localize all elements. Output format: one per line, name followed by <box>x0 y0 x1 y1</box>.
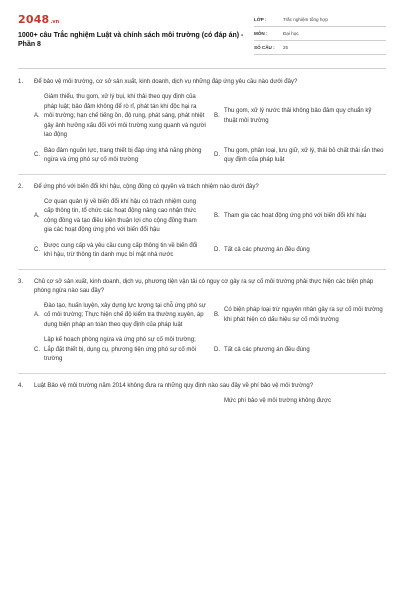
question-text: Để ứng phó với biến đổi khí hậu, cộng đồng có quyền và trách nhiệm nào dưới đây? <box>34 183 259 190</box>
question-divider <box>18 269 386 270</box>
option-letter: B. <box>214 113 220 119</box>
options <box>34 397 386 407</box>
option-d[interactable] <box>214 336 384 365</box>
question-3 <box>18 278 386 365</box>
option-text: Giảm thiểu, thu gom, xử lý bụi, khí thải theo quy định của pháp luật; bảo đảm không để rò rỉ, phát tán khí độc hại ra môi trường; hạn chế tiếng ồn, độ rung, phát sáng, phát nhiệt gây ảnh hưởng xấu đối với môi trường xung quanh và người lao động <box>44 94 206 138</box>
option-a[interactable] <box>34 198 206 236</box>
option-letter: A. <box>34 312 40 318</box>
option-text: Thu gom, phân loại, lưu giữ, xử lý, thải bỏ chất thải rắn theo quy định của pháp luật <box>224 147 384 163</box>
option-b[interactable] <box>214 397 384 407</box>
question-number: 4. <box>18 382 24 389</box>
option-c[interactable] <box>34 242 206 261</box>
option-text: Tất cả các phương án đều đúng <box>224 346 310 353</box>
meta-value: Đại học <box>283 31 299 36</box>
document-meta <box>254 13 386 55</box>
option-text: Thu gom, xử lý nước thải không bảo đảm quy chuẩn kỹ thuật môi trường <box>224 108 372 124</box>
meta-value: Trắc nghiệm tổng hợp <box>283 17 328 22</box>
header-divider <box>18 68 386 69</box>
question-text: Để bảo vệ môi trường, cơ sở sản xuất, kinh doanh, dịch vụ những đáp ứng yêu cầu nào dưới đây? <box>34 79 298 85</box>
option-text: Cơ quan quản lý về biến đổi khí hậu có trách nhiệm cung cấp thông tin, tổ chức các hoạt động nâng cao nhận thức cộng đồng và tạo điều kiện thuận lợi cho cộng đồng tham gia các hoạt động ứng phó với biến đổi hậu <box>44 198 197 233</box>
option-a[interactable] <box>34 397 206 407</box>
option-d[interactable] <box>214 242 384 261</box>
meta-value: 25 <box>283 45 289 50</box>
logo-text: 2048 <box>18 13 50 26</box>
option-letter: B. <box>214 312 220 318</box>
meta-row-count <box>254 41 386 55</box>
meta-row-class <box>254 13 386 27</box>
option-a[interactable] <box>34 302 206 331</box>
option-letter: C. <box>34 152 40 159</box>
option-letter: C. <box>34 346 40 353</box>
option-text: Mức phí bảo vệ môi trường không được <box>224 397 331 404</box>
option-text: Đào tạo, huấn luyện, xây dựng lực lượng tại chỗ ứng phó sự cố môi trường; Thực hiện chế độ kiểm tra thường xuyên, áp dụng biện pháp an toàn theo quy định của pháp luật <box>44 302 206 328</box>
option-a[interactable] <box>34 93 206 141</box>
option-letter: D. <box>214 247 220 254</box>
question-1 <box>18 78 386 166</box>
meta-key: SỐ CÂU : <box>254 45 275 50</box>
option-text: Được cung cấp và yêu cầu cung cấp thông tin về biến đổi khí hậu, trừ thông tin danh mục bí mật nhà nước <box>44 242 198 258</box>
option-letter: A. <box>34 113 40 119</box>
options <box>34 93 386 166</box>
question-list <box>18 78 386 406</box>
document-header <box>0 0 400 62</box>
option-letter: A. <box>34 212 40 219</box>
option-text: Bảo đảm nguồn lực, trang thiết bị đáp ứng khả năng phòng ngừa và ứng phó sự cố môi trường <box>44 147 202 163</box>
option-b[interactable] <box>214 198 384 236</box>
question-divider <box>18 174 386 175</box>
option-letter: D. <box>214 346 220 353</box>
option-c[interactable] <box>34 147 206 166</box>
question-number: 2. <box>18 183 24 190</box>
option-letter: B. <box>214 212 220 219</box>
option-b[interactable] <box>214 302 384 331</box>
options <box>34 302 386 365</box>
logo-suffix: .vn <box>50 19 60 25</box>
question-number: 1. <box>18 79 24 85</box>
site-logo[interactable] <box>18 13 59 26</box>
meta-row-subject <box>254 27 386 41</box>
options <box>34 198 386 261</box>
question-4 <box>18 382 386 407</box>
question-divider <box>18 373 386 374</box>
question-number: 3. <box>18 278 24 285</box>
option-text: Tham gia các hoạt động ứng phó với biến đổi khí hậu <box>224 212 367 219</box>
document-title: 1000+ câu Trắc nghiệm Luật và chính sách môi trường (có đáp án) - Phần 8 <box>18 32 244 48</box>
option-d[interactable] <box>214 147 384 166</box>
option-letter: C. <box>34 247 40 254</box>
question-text: Chủ cơ sở sản xuất, kinh doanh, dịch vụ, phương tiện vận tải có nguy cơ gây ra sự cố môi trường phải thực hiện các biện pháp phòng ngừa nào sau đây? <box>34 278 374 294</box>
option-b[interactable] <box>214 93 384 141</box>
option-letter: D. <box>214 152 220 159</box>
meta-key: MÔN : <box>254 31 268 36</box>
option-text: Lập kế hoạch phòng ngừa và ứng phó sự cố môi trường; Lắp đặt thiết bị, dụng cụ, phương tiện ứng phó sự cố môi trường <box>44 337 197 362</box>
meta-key: LỚP : <box>254 17 267 22</box>
option-c[interactable] <box>34 336 206 365</box>
option-text: Có biện pháp loại trừ nguyên nhân gây ra sự cố môi trường khi phát hiện có dấu hiệu sự cố môi trường <box>224 307 383 323</box>
question-2 <box>18 183 386 261</box>
question-text: Luật Bảo vệ môi trường năm 2014 không đưa ra những quy định nào sau đây về phí bảo vệ môi trường? <box>34 382 314 389</box>
option-text: Tất cả các phương án đều đúng <box>224 247 310 254</box>
